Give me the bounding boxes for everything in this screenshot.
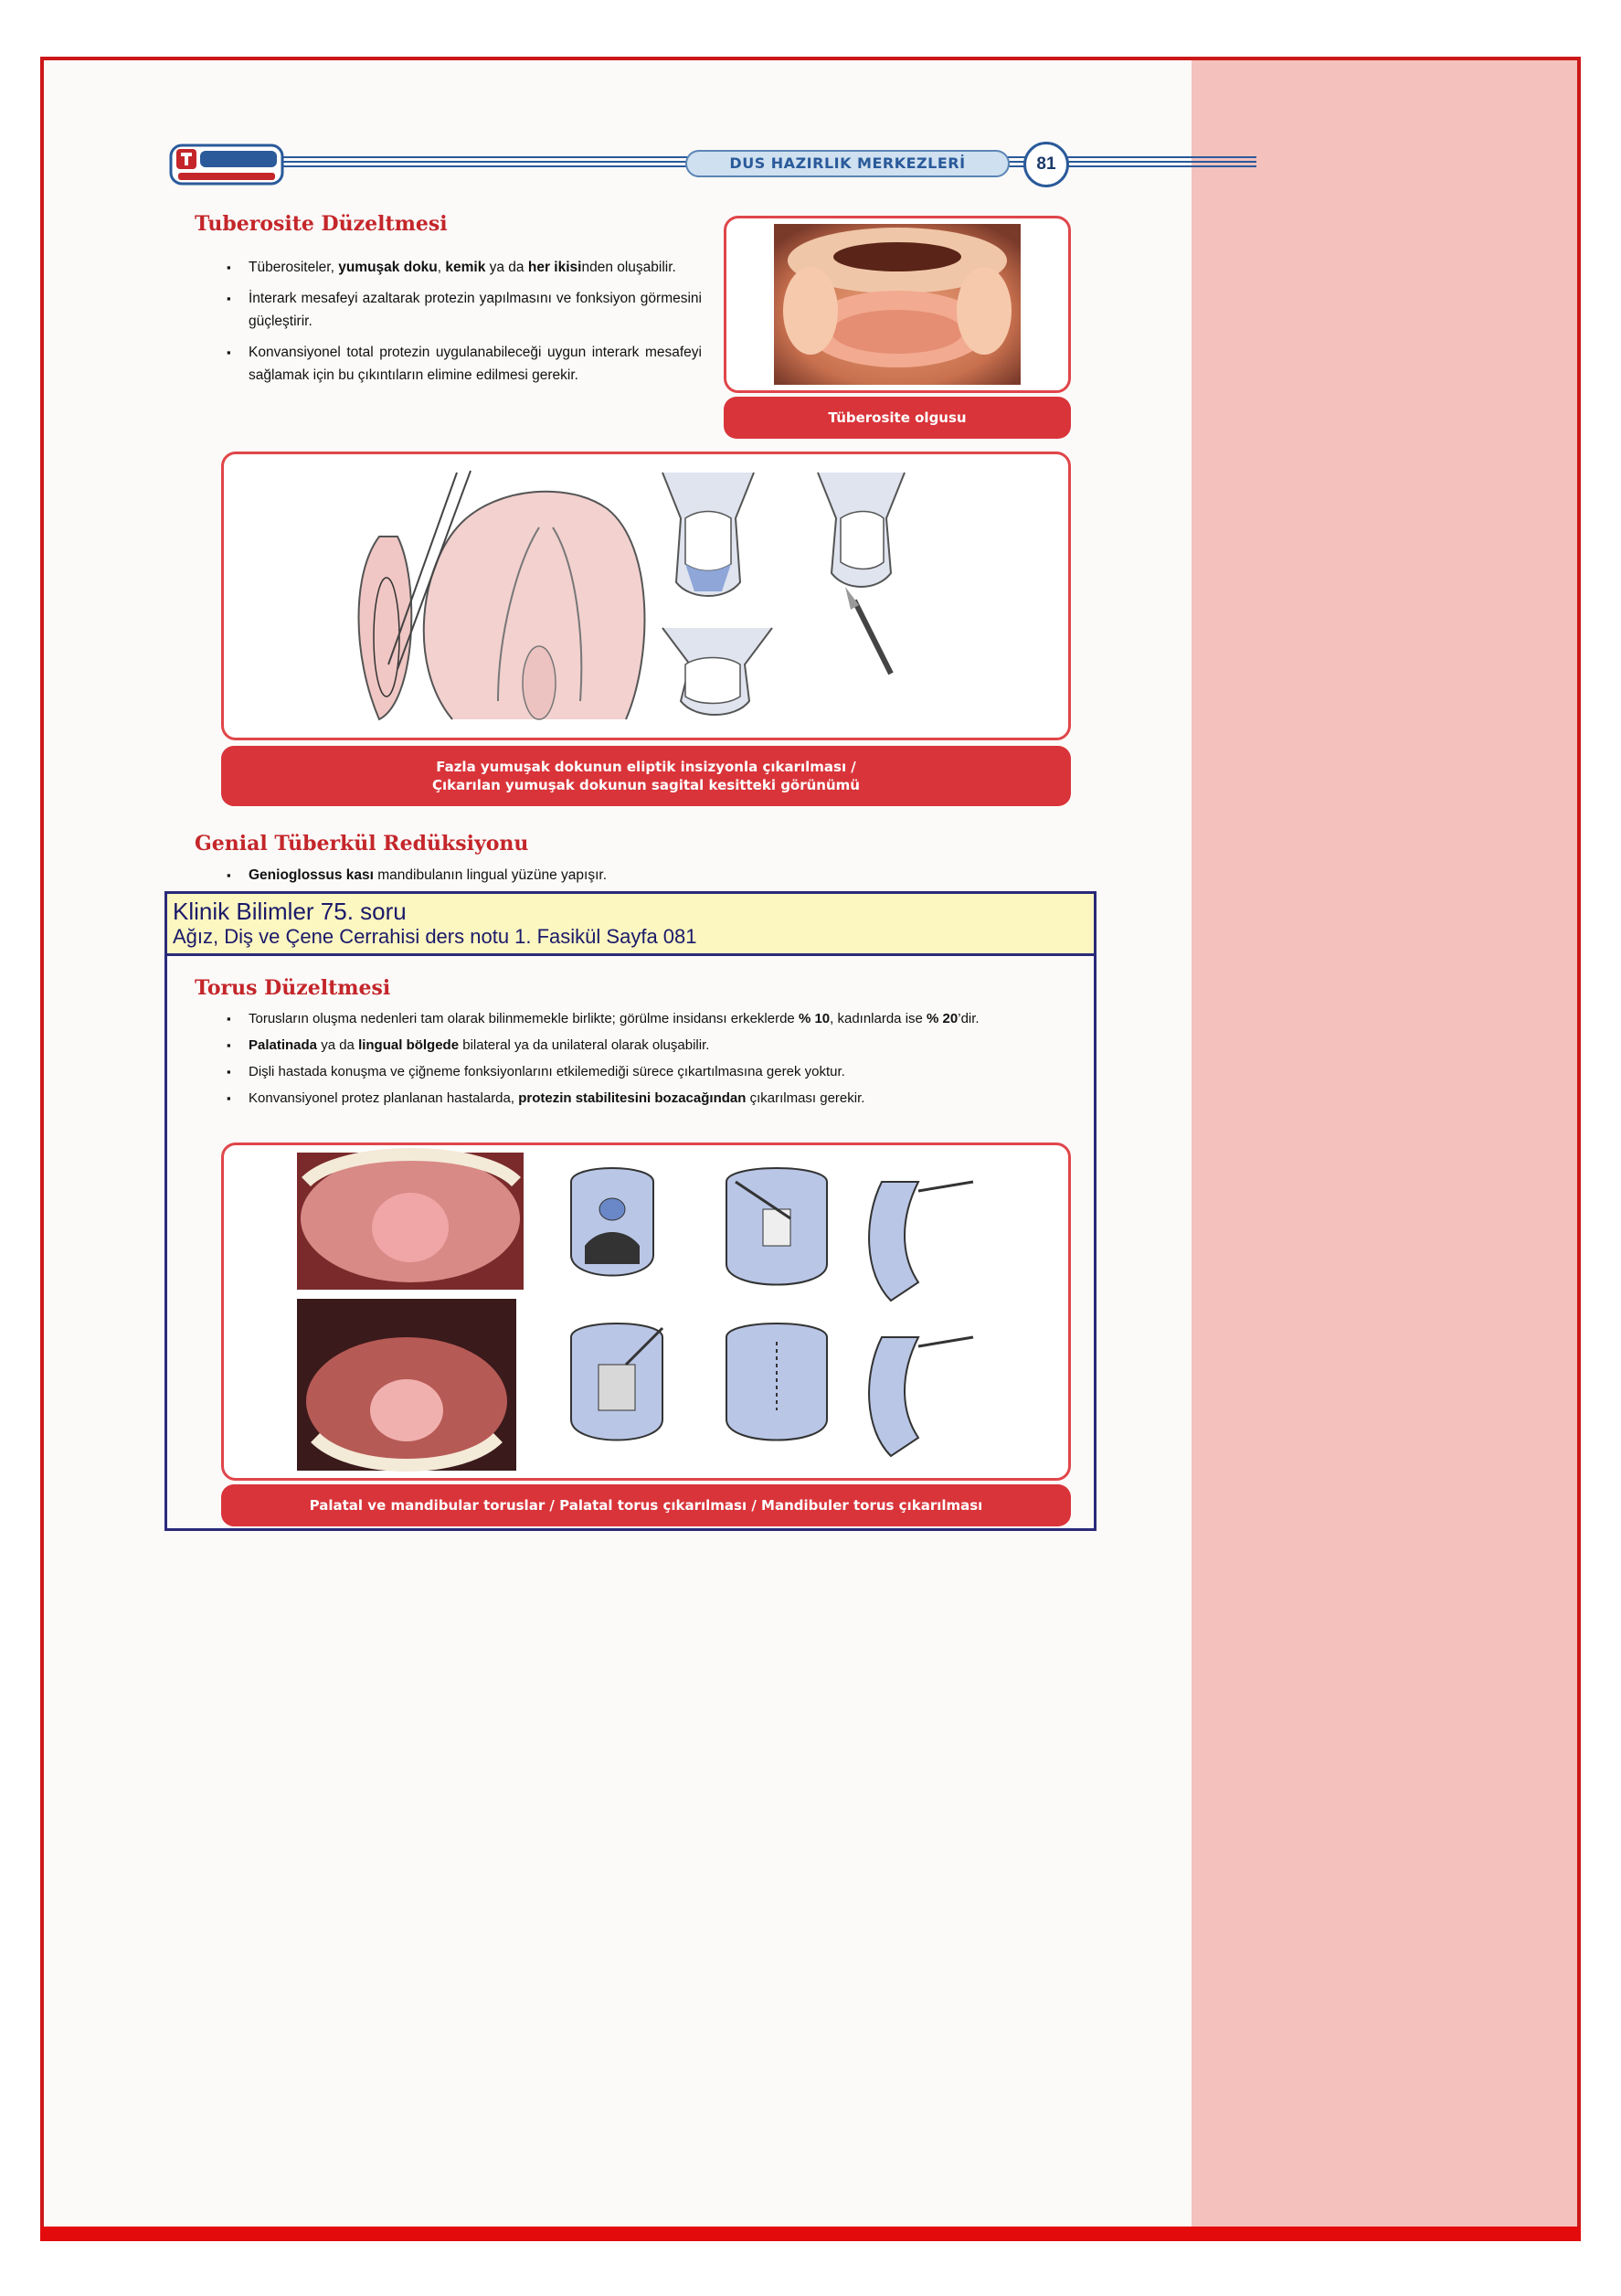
tuberosite-illustration bbox=[224, 454, 1068, 738]
genial-heading: Genial Tüberkül Redüksiyonu bbox=[195, 832, 529, 856]
header-title: DUS HAZIRLIK MERKEZLERİ bbox=[685, 150, 1010, 177]
tuberosite-bullets bbox=[212, 256, 702, 395]
list-item: ▪ Tüberositeler, yumuşak doku, kemik ya da her ikisinden oluşabilir. bbox=[212, 256, 702, 279]
bottom-bar bbox=[40, 2227, 1581, 2241]
bullet-text: çıkarılması gerekir. bbox=[746, 1090, 865, 1106]
list-item bbox=[212, 864, 1034, 887]
list-item: ▪ İnterark mesafeyi azaltarak protezin yapılmasını ve fonksiyon görmesini güçleştirir. bbox=[212, 287, 702, 333]
bold-term: % 20 bbox=[927, 1011, 959, 1026]
torus-figure-frame bbox=[221, 1143, 1071, 1481]
list-item bbox=[212, 1087, 1071, 1110]
dus-data-logo bbox=[169, 140, 286, 189]
page-number: 81 bbox=[1023, 142, 1069, 187]
tuberosite-photo bbox=[774, 224, 1021, 385]
list-item bbox=[212, 1007, 1071, 1030]
tuberosite-photo-caption: Tüberosite olgusu bbox=[724, 397, 1071, 439]
list-item: ▪ Konvansiyonel total protezin uygulanabileceği uygun interark mesafeyi sağlamak için bu çıkıntıların elimine edilmesi gerekir. bbox=[212, 341, 702, 387]
torus-bullets bbox=[212, 1007, 1071, 1113]
bullet-text: ya da bbox=[317, 1037, 359, 1053]
side-panel bbox=[1192, 60, 1577, 2227]
note-header bbox=[167, 894, 1094, 956]
bullet-text: Konvansiyonel protez planlanan hastalarda, bbox=[249, 1090, 519, 1106]
bold-term: % 10 bbox=[798, 1011, 831, 1026]
bullet-text: Torusların oluşma nedenleri tam olarak bilinmemekle birlikte; görülme insidansı erkeklerde bbox=[249, 1011, 799, 1026]
tuberosite-figure-caption bbox=[221, 746, 1071, 806]
bullet-text: ’dir. bbox=[958, 1011, 980, 1026]
genial-bullets bbox=[212, 864, 1034, 890]
tuberosite-heading: Tuberosite Düzeltmesi bbox=[195, 212, 448, 236]
bullet-text: , kadınlarda ise bbox=[830, 1011, 927, 1026]
torus-heading: Torus Düzeltmesi bbox=[195, 976, 391, 1000]
bold-term: protezin stabilitesini bozacağından bbox=[518, 1090, 747, 1106]
bullet-text: mandibulanın lingual yüzüne yapışır. bbox=[373, 867, 608, 883]
bullet-text: bilateral ya da unilateral olarak oluşabilir. bbox=[459, 1037, 710, 1053]
caption-line-1: Fazla yumuşak dokunun eliptik insizyonla çıkarılması / bbox=[436, 759, 856, 775]
caption-line-2: Çıkarılan yumuşak dokunun sagital kesitteki görünümü bbox=[432, 777, 860, 793]
list-item bbox=[212, 1034, 1071, 1057]
note-title: Klinik Bilimler 75. soru bbox=[173, 898, 407, 925]
tuberosite-figure-frame bbox=[221, 452, 1071, 740]
torus-figure-caption: Palatal ve mandibular toruslar / Palatal torus çıkarılması / Mandibuler torus çıkarılması bbox=[221, 1484, 1071, 1526]
tuberosite-photo-frame bbox=[724, 216, 1071, 393]
bold-term: Palatinada bbox=[249, 1037, 318, 1053]
note-subtitle: Ağız, Diş ve Çene Cerrahisi ders notu 1. Fasikül Sayfa 081 bbox=[173, 925, 697, 948]
torus-illustration bbox=[224, 1145, 1068, 1478]
bold-term: Genioglossus kası bbox=[249, 867, 374, 883]
bold-term: lingual bölgede bbox=[358, 1037, 460, 1053]
list-item: ▪ Dişli hastada konuşma ve çiğneme fonksiyonlarını etkilemediği sürece çıkartılmasına gerek yoktur. bbox=[212, 1060, 1071, 1083]
